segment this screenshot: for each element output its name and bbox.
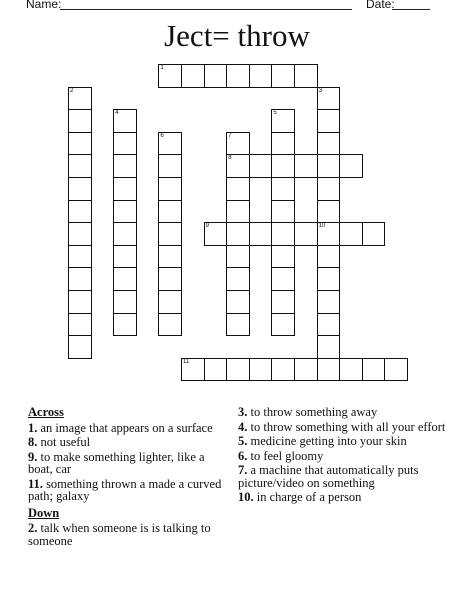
crossword-cell[interactable] bbox=[339, 358, 363, 382]
crossword-cell[interactable] bbox=[271, 290, 295, 314]
clue-number: 7. bbox=[238, 463, 248, 477]
crossword-cell[interactable] bbox=[317, 358, 341, 382]
cell-number: 1 bbox=[160, 65, 164, 71]
crossword-cell[interactable] bbox=[226, 245, 250, 269]
crossword-cell[interactable] bbox=[317, 313, 341, 337]
crossword-cell[interactable] bbox=[271, 109, 295, 133]
crossword-cell[interactable] bbox=[271, 132, 295, 156]
crossword-cell[interactable] bbox=[158, 313, 182, 337]
cell-number: 2 bbox=[70, 87, 74, 94]
crossword-cell[interactable] bbox=[181, 358, 205, 382]
cell-number: 7 bbox=[228, 132, 232, 139]
crossword-cell[interactable] bbox=[271, 313, 295, 337]
crossword-cell[interactable] bbox=[68, 290, 92, 314]
crossword-cell[interactable] bbox=[113, 109, 137, 133]
clue-number: 8. bbox=[28, 435, 38, 449]
crossword-cell[interactable] bbox=[68, 177, 92, 201]
clue-number: 10. bbox=[238, 490, 254, 504]
crossword-cell[interactable] bbox=[68, 222, 92, 246]
crossword-cell[interactable] bbox=[226, 177, 250, 201]
clue-number: 3. bbox=[238, 405, 248, 419]
crossword-cell[interactable] bbox=[294, 64, 318, 88]
crossword-cell[interactable] bbox=[226, 154, 250, 178]
cell-number: 5 bbox=[273, 110, 277, 117]
crossword-cell[interactable] bbox=[204, 222, 228, 246]
crossword-cell[interactable] bbox=[249, 358, 273, 382]
crossword-cell[interactable] bbox=[317, 222, 341, 246]
crossword-cell[interactable] bbox=[271, 177, 295, 201]
crossword-cell[interactable] bbox=[68, 335, 92, 359]
crossword-cell[interactable] bbox=[158, 132, 182, 156]
clue-text: not useful bbox=[40, 435, 91, 449]
crossword-cell[interactable] bbox=[158, 245, 182, 269]
name-label: Name: bbox=[26, 0, 62, 11]
crossword-cell[interactable] bbox=[317, 245, 341, 269]
crossword-cell[interactable] bbox=[317, 290, 341, 314]
crossword-cell[interactable] bbox=[294, 222, 318, 246]
clue-text: a machine that automatically puts picture/video on something bbox=[238, 463, 419, 490]
crossword-cell[interactable] bbox=[158, 64, 182, 88]
clue-down-7 bbox=[238, 464, 448, 489]
cell-number: 4 bbox=[115, 110, 119, 117]
clue-text: in charge of a person bbox=[256, 490, 362, 504]
crossword-cell[interactable] bbox=[226, 267, 250, 291]
crossword-cell[interactable] bbox=[113, 267, 137, 291]
clue-text: to throw something away bbox=[250, 405, 378, 419]
crossword-cell[interactable] bbox=[249, 64, 273, 88]
clue-text: an image that appears on a surface bbox=[40, 420, 213, 435]
crossword-cell[interactable] bbox=[204, 358, 228, 382]
crossword-cell[interactable] bbox=[158, 200, 182, 224]
clue-down-10 bbox=[238, 491, 448, 504]
clue-across-9 bbox=[28, 451, 224, 476]
crossword-cell[interactable] bbox=[226, 132, 250, 156]
crossword-cell[interactable] bbox=[158, 267, 182, 291]
clue-number: 11. bbox=[28, 476, 43, 491]
crossword-cell[interactable] bbox=[158, 222, 182, 246]
crossword-cell[interactable] bbox=[113, 177, 137, 201]
crossword-cell[interactable] bbox=[113, 222, 137, 246]
clue-text: to make something lighter, like a boat, car bbox=[28, 449, 205, 476]
cell-number: 11 bbox=[183, 358, 190, 365]
crossword-cell[interactable] bbox=[68, 313, 92, 337]
crossword-cell[interactable] bbox=[113, 132, 137, 156]
crossword-cell[interactable] bbox=[158, 154, 182, 178]
clue-text: something thrown a made a curved path; galaxy bbox=[28, 476, 222, 503]
cell-number: 6 bbox=[160, 132, 164, 139]
crossword-cell[interactable] bbox=[271, 222, 295, 246]
crossword-cell[interactable] bbox=[317, 335, 341, 359]
clue-down-3 bbox=[238, 406, 448, 419]
crossword-cell[interactable] bbox=[226, 290, 250, 314]
clue-across-11 bbox=[28, 478, 224, 503]
crossword-cell[interactable] bbox=[271, 245, 295, 269]
crossword-cell[interactable] bbox=[68, 200, 92, 224]
clue-across-8 bbox=[28, 436, 224, 449]
crossword-cell[interactable] bbox=[249, 222, 273, 246]
crossword-cell[interactable] bbox=[181, 64, 205, 88]
clue-across-1 bbox=[28, 422, 224, 435]
crossword-cell[interactable] bbox=[249, 154, 273, 178]
crossword-cell[interactable] bbox=[317, 267, 341, 291]
clue-number: 2. bbox=[28, 521, 38, 535]
crossword-cell[interactable] bbox=[226, 200, 250, 224]
crossword-cell[interactable] bbox=[317, 132, 341, 156]
crossword-cell[interactable] bbox=[226, 313, 250, 337]
crossword-cell[interactable] bbox=[362, 222, 386, 246]
crossword-cell[interactable] bbox=[113, 154, 137, 178]
cell-number: 9 bbox=[205, 223, 209, 230]
across-heading: Across bbox=[28, 405, 64, 419]
crossword-cell[interactable] bbox=[204, 64, 228, 88]
crossword-cell[interactable] bbox=[294, 358, 318, 382]
clue-down-5 bbox=[238, 435, 448, 448]
crossword-cell[interactable] bbox=[68, 109, 92, 133]
crossword-cell[interactable] bbox=[271, 154, 295, 178]
crossword-cell[interactable] bbox=[113, 200, 137, 224]
crossword-cell[interactable] bbox=[68, 132, 92, 156]
clues-left-column bbox=[28, 406, 224, 549]
clue-number: 6. bbox=[238, 448, 248, 463]
clue-text: to feel gloomy bbox=[250, 448, 324, 463]
crossword-cell[interactable] bbox=[339, 154, 363, 178]
crossword-cell[interactable] bbox=[317, 177, 341, 201]
crossword-cell[interactable] bbox=[294, 154, 318, 178]
crossword-cell[interactable] bbox=[271, 64, 295, 88]
clue-number: 4. bbox=[238, 419, 248, 434]
crossword-cell[interactable] bbox=[362, 358, 386, 382]
clue-number: 9. bbox=[28, 449, 38, 464]
crossword-cell[interactable] bbox=[226, 222, 250, 246]
crossword-cell[interactable] bbox=[113, 290, 137, 314]
crossword-cell[interactable] bbox=[68, 87, 92, 111]
page-title: Ject= throw bbox=[164, 18, 310, 53]
clues-right-column bbox=[238, 406, 448, 506]
clue-text: talk when someone is is talking to someone bbox=[28, 521, 211, 548]
crossword-cell[interactable] bbox=[68, 154, 92, 178]
crossword-cell[interactable] bbox=[113, 313, 137, 337]
clue-text: medicine getting into your skin bbox=[250, 434, 407, 448]
clue-down-6 bbox=[238, 450, 448, 463]
cell-number: 3 bbox=[318, 87, 322, 94]
crossword-cell[interactable] bbox=[384, 358, 408, 382]
crossword-cell[interactable] bbox=[317, 154, 341, 178]
cell-number: 10 bbox=[318, 223, 326, 230]
clue-number: 1. bbox=[28, 420, 38, 435]
clue-number: 5. bbox=[238, 434, 248, 448]
crossword-cell[interactable] bbox=[271, 358, 295, 382]
crossword-cell[interactable] bbox=[113, 245, 137, 269]
crossword-cell[interactable] bbox=[271, 267, 295, 291]
crossword-cell[interactable] bbox=[68, 245, 92, 269]
crossword-cell[interactable] bbox=[158, 290, 182, 314]
clue-text: to throw something with all your effort bbox=[250, 419, 446, 434]
clue-down-4 bbox=[238, 421, 448, 434]
crossword-cell[interactable] bbox=[68, 267, 92, 291]
crossword-cell[interactable] bbox=[317, 109, 341, 133]
crossword-cell[interactable] bbox=[158, 177, 182, 201]
crossword-cell[interactable] bbox=[226, 64, 250, 88]
crossword-cell[interactable] bbox=[317, 200, 341, 224]
crossword-cell[interactable] bbox=[317, 87, 341, 111]
crossword-cell[interactable] bbox=[226, 358, 250, 382]
down-heading: Down bbox=[28, 505, 60, 520]
clue-down-2 bbox=[28, 522, 224, 547]
cell-number: 8 bbox=[228, 155, 232, 162]
crossword-cell[interactable] bbox=[339, 222, 363, 246]
crossword-cell[interactable] bbox=[271, 200, 295, 224]
date-label: Date: bbox=[366, 0, 395, 11]
